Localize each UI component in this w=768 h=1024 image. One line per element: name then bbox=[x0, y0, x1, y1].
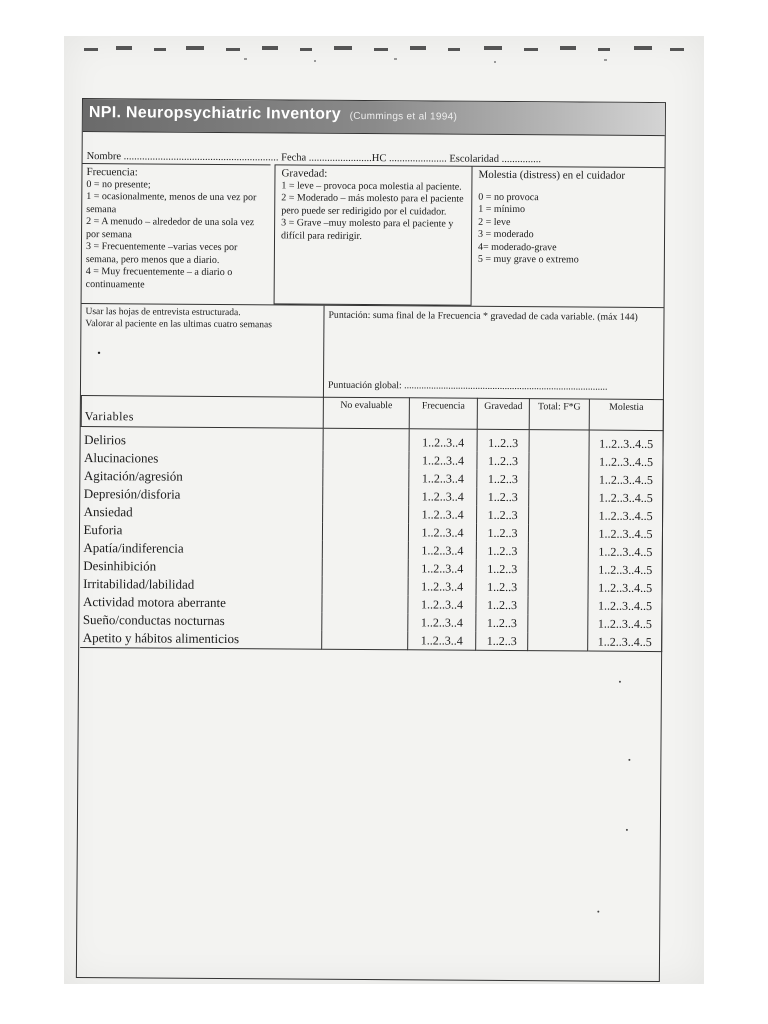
legend-item: 1 = leve – provoca poca molestia al paciente. bbox=[281, 179, 462, 193]
instruction-line: Valorar al paciente en las ultimas cuatro semanas bbox=[85, 319, 272, 331]
npi-form bbox=[76, 98, 666, 982]
legend-item: 2 = Moderado – más molesto para el paciente pero puede ser redirigido por el cuidador. bbox=[281, 192, 464, 218]
legend-item: 2 = leve bbox=[478, 216, 511, 228]
frecuencia-scale[interactable]: 1..2..3..4 bbox=[409, 469, 477, 487]
gravedad-scale[interactable]: 1..2..3 bbox=[476, 578, 528, 596]
molestia-scale[interactable]: 1..2..3..4..5 bbox=[588, 579, 662, 598]
no-evaluable-cell[interactable] bbox=[322, 631, 408, 650]
legend-frecuencia-heading: Frecuencia: bbox=[86, 166, 138, 179]
no-evaluable-cell[interactable] bbox=[323, 487, 409, 506]
legend-item: 4= moderado-grave bbox=[477, 241, 557, 253]
variable-name: Apatía/indiferencia bbox=[80, 539, 322, 559]
no-evaluable-cell[interactable] bbox=[323, 428, 409, 451]
gravedad-scale[interactable]: 1..2..3 bbox=[476, 560, 528, 578]
form-title-text: NPI. Neuropsychiatric Inventory bbox=[88, 104, 341, 123]
variable-name: Actividad motora aberrante bbox=[80, 593, 322, 613]
scan-speck bbox=[619, 681, 621, 683]
patient-info-line: Nombre ........................................................... Fecha ........................HC ...................... Escolaridad ............... bbox=[86, 151, 542, 166]
total-cell[interactable] bbox=[528, 632, 588, 651]
legend-item: 3 = Grave –muy molesto para el paciente y difícil para redirigir. bbox=[281, 217, 454, 242]
legend-item: 1 = mínimo bbox=[478, 203, 526, 216]
molestia-scale[interactable]: 1..2..3..4..5 bbox=[589, 489, 663, 508]
no-evaluable-cell[interactable] bbox=[323, 505, 409, 524]
form-title bbox=[89, 104, 457, 125]
legend-item: 0 = no provoca bbox=[478, 191, 539, 203]
instructions-block bbox=[81, 303, 664, 400]
frecuencia-scale[interactable]: 1..2..3..4 bbox=[408, 541, 476, 559]
frecuencia-scale[interactable]: 1..2..3..4 bbox=[408, 595, 476, 613]
col-header-frecuencia: Frecuencia bbox=[409, 398, 477, 429]
variable-name: Irritabilidad/labilidad bbox=[80, 575, 322, 595]
global-score-field[interactable]: Puntuación global: ................................................................................... bbox=[327, 379, 608, 393]
gravedad-scale[interactable]: 1..2..3 bbox=[477, 488, 529, 506]
frecuencia-scale[interactable]: 1..2..3..4 bbox=[409, 451, 477, 469]
total-cell[interactable] bbox=[529, 430, 589, 453]
no-evaluable-cell[interactable] bbox=[322, 523, 408, 542]
col-header-gravedad: Gravedad bbox=[477, 398, 529, 429]
gravedad-scale[interactable]: 1..2..3 bbox=[476, 542, 528, 560]
col-header-molestia: Molestia bbox=[589, 399, 663, 431]
frecuencia-scale[interactable]: 1..2..3..4 bbox=[408, 631, 476, 650]
legend-frecuencia bbox=[82, 163, 271, 304]
no-evaluable-cell[interactable] bbox=[323, 451, 409, 470]
no-evaluable-cell[interactable] bbox=[322, 541, 408, 560]
legend-molestia-heading: Molestia (distress) en el cuidador bbox=[478, 168, 626, 182]
variable-name: Alucinaciones bbox=[81, 449, 323, 469]
molestia-scale[interactable]: 1..2..3..4..5 bbox=[589, 507, 663, 526]
instructions-left bbox=[85, 306, 315, 332]
total-cell[interactable] bbox=[528, 524, 588, 542]
gravedad-scale[interactable]: 1..2..3 bbox=[477, 452, 529, 470]
molestia-scale[interactable]: 1..2..3..4..5 bbox=[589, 430, 663, 453]
total-cell[interactable] bbox=[528, 560, 588, 578]
scanned-page bbox=[64, 36, 704, 984]
variable-name: Euforia bbox=[80, 521, 322, 541]
title-bar bbox=[83, 99, 665, 136]
frecuencia-scale[interactable]: 1..2..3..4 bbox=[409, 505, 477, 523]
legend-gravedad bbox=[274, 164, 473, 305]
total-cell[interactable] bbox=[529, 488, 589, 506]
legend-item: 0 = no presente; bbox=[86, 178, 151, 190]
molestia-scale[interactable]: 1..2..3..4..5 bbox=[588, 561, 662, 580]
table-header-row bbox=[81, 396, 663, 431]
scan-speck bbox=[626, 829, 628, 831]
molestia-scale[interactable]: 1..2..3..4..5 bbox=[588, 543, 662, 562]
molestia-scale[interactable]: 1..2..3..4..5 bbox=[588, 615, 662, 634]
frecuencia-scale[interactable]: 1..2..3..4 bbox=[409, 487, 477, 505]
legend-item: 1 = ocasionalmente, menos de una vez por semana bbox=[86, 191, 257, 215]
molestia-scale[interactable]: 1..2..3..4..5 bbox=[588, 597, 662, 616]
variable-name: Delirios bbox=[81, 427, 323, 451]
scan-speck bbox=[628, 759, 630, 761]
frecuencia-scale[interactable]: 1..2..3..4 bbox=[408, 523, 476, 541]
legend-item: 3 = Frecuentemente –varias veces por semana, pero menos que a diario. bbox=[85, 241, 238, 266]
total-cell[interactable] bbox=[529, 452, 589, 470]
gravedad-scale[interactable]: 1..2..3 bbox=[476, 614, 528, 632]
scoring-box bbox=[323, 306, 665, 400]
frecuencia-scale[interactable]: 1..2..3..4 bbox=[408, 613, 476, 631]
legend-molestia bbox=[472, 166, 665, 307]
no-evaluable-cell[interactable] bbox=[322, 613, 408, 632]
legend-item: 2 = A menudo – alrededor de una sola vez por semana bbox=[86, 216, 255, 240]
total-cell[interactable] bbox=[528, 614, 588, 632]
gravedad-scale[interactable]: 1..2..3 bbox=[477, 429, 529, 452]
gravedad-scale[interactable]: 1..2..3 bbox=[476, 632, 528, 651]
frecuencia-scale[interactable]: 1..2..3..4 bbox=[409, 429, 477, 452]
no-evaluable-cell[interactable] bbox=[323, 469, 409, 488]
gravedad-scale[interactable]: 1..2..3 bbox=[477, 506, 529, 524]
molestia-scale[interactable]: 1..2..3..4..5 bbox=[589, 471, 663, 490]
col-header-no-evaluable: No evaluable bbox=[323, 397, 409, 429]
molestia-scale[interactable]: 1..2..3..4..5 bbox=[589, 453, 663, 472]
total-cell[interactable] bbox=[529, 470, 589, 488]
variables-table bbox=[79, 395, 664, 652]
gravedad-scale[interactable]: 1..2..3 bbox=[477, 470, 529, 488]
legend-gravedad-heading: Gravedad: bbox=[281, 167, 328, 180]
frecuencia-scale[interactable]: 1..2..3..4 bbox=[408, 577, 476, 595]
legend-item: 5 = muy grave o extremo bbox=[477, 253, 579, 266]
variable-name: Apetito y hábitos alimenticios bbox=[80, 629, 322, 649]
table-body bbox=[80, 427, 664, 652]
variable-name: Sueño/conductas nocturnas bbox=[80, 611, 322, 631]
variable-name: Ansiedad bbox=[81, 503, 323, 523]
variable-name: Desinhibición bbox=[80, 557, 322, 577]
scoring-description: Puntación: suma final de la Frecuencia * gravedad de cada variable. (máx 144) bbox=[328, 309, 638, 323]
total-cell[interactable] bbox=[529, 506, 589, 524]
gravedad-scale[interactable]: 1..2..3 bbox=[476, 596, 528, 614]
legend-item: 4 = Muy frecuentemente – a diario o continuamente bbox=[85, 266, 233, 290]
variable-name: Depresión/disforia bbox=[81, 485, 323, 505]
instruction-line: Usar las hojas de entrevista estructurada. bbox=[85, 307, 241, 319]
scan-edge-noise bbox=[64, 40, 704, 70]
no-evaluable-cell[interactable] bbox=[322, 559, 408, 578]
no-evaluable-cell[interactable] bbox=[322, 595, 408, 614]
molestia-scale[interactable]: 1..2..3..4..5 bbox=[588, 633, 662, 652]
frecuencia-scale[interactable]: 1..2..3..4 bbox=[408, 559, 476, 577]
gravedad-scale[interactable]: 1..2..3 bbox=[476, 524, 528, 542]
legend-item: 3 = moderado bbox=[478, 228, 534, 241]
col-header-total: Total: F*G bbox=[529, 399, 589, 430]
blank-notes-area bbox=[77, 647, 661, 981]
col-header-variables: Variables bbox=[81, 396, 323, 429]
form-citation: (Cummings et al 1994) bbox=[349, 110, 458, 123]
total-cell[interactable] bbox=[528, 542, 588, 560]
ink-mark: • bbox=[97, 348, 101, 360]
scan-speck bbox=[597, 911, 599, 913]
no-evaluable-cell[interactable] bbox=[322, 577, 408, 596]
total-cell[interactable] bbox=[528, 578, 588, 596]
variable-name: Agitación/agresión bbox=[81, 467, 323, 487]
total-cell[interactable] bbox=[528, 596, 588, 614]
molestia-scale[interactable]: 1..2..3..4..5 bbox=[588, 525, 662, 544]
